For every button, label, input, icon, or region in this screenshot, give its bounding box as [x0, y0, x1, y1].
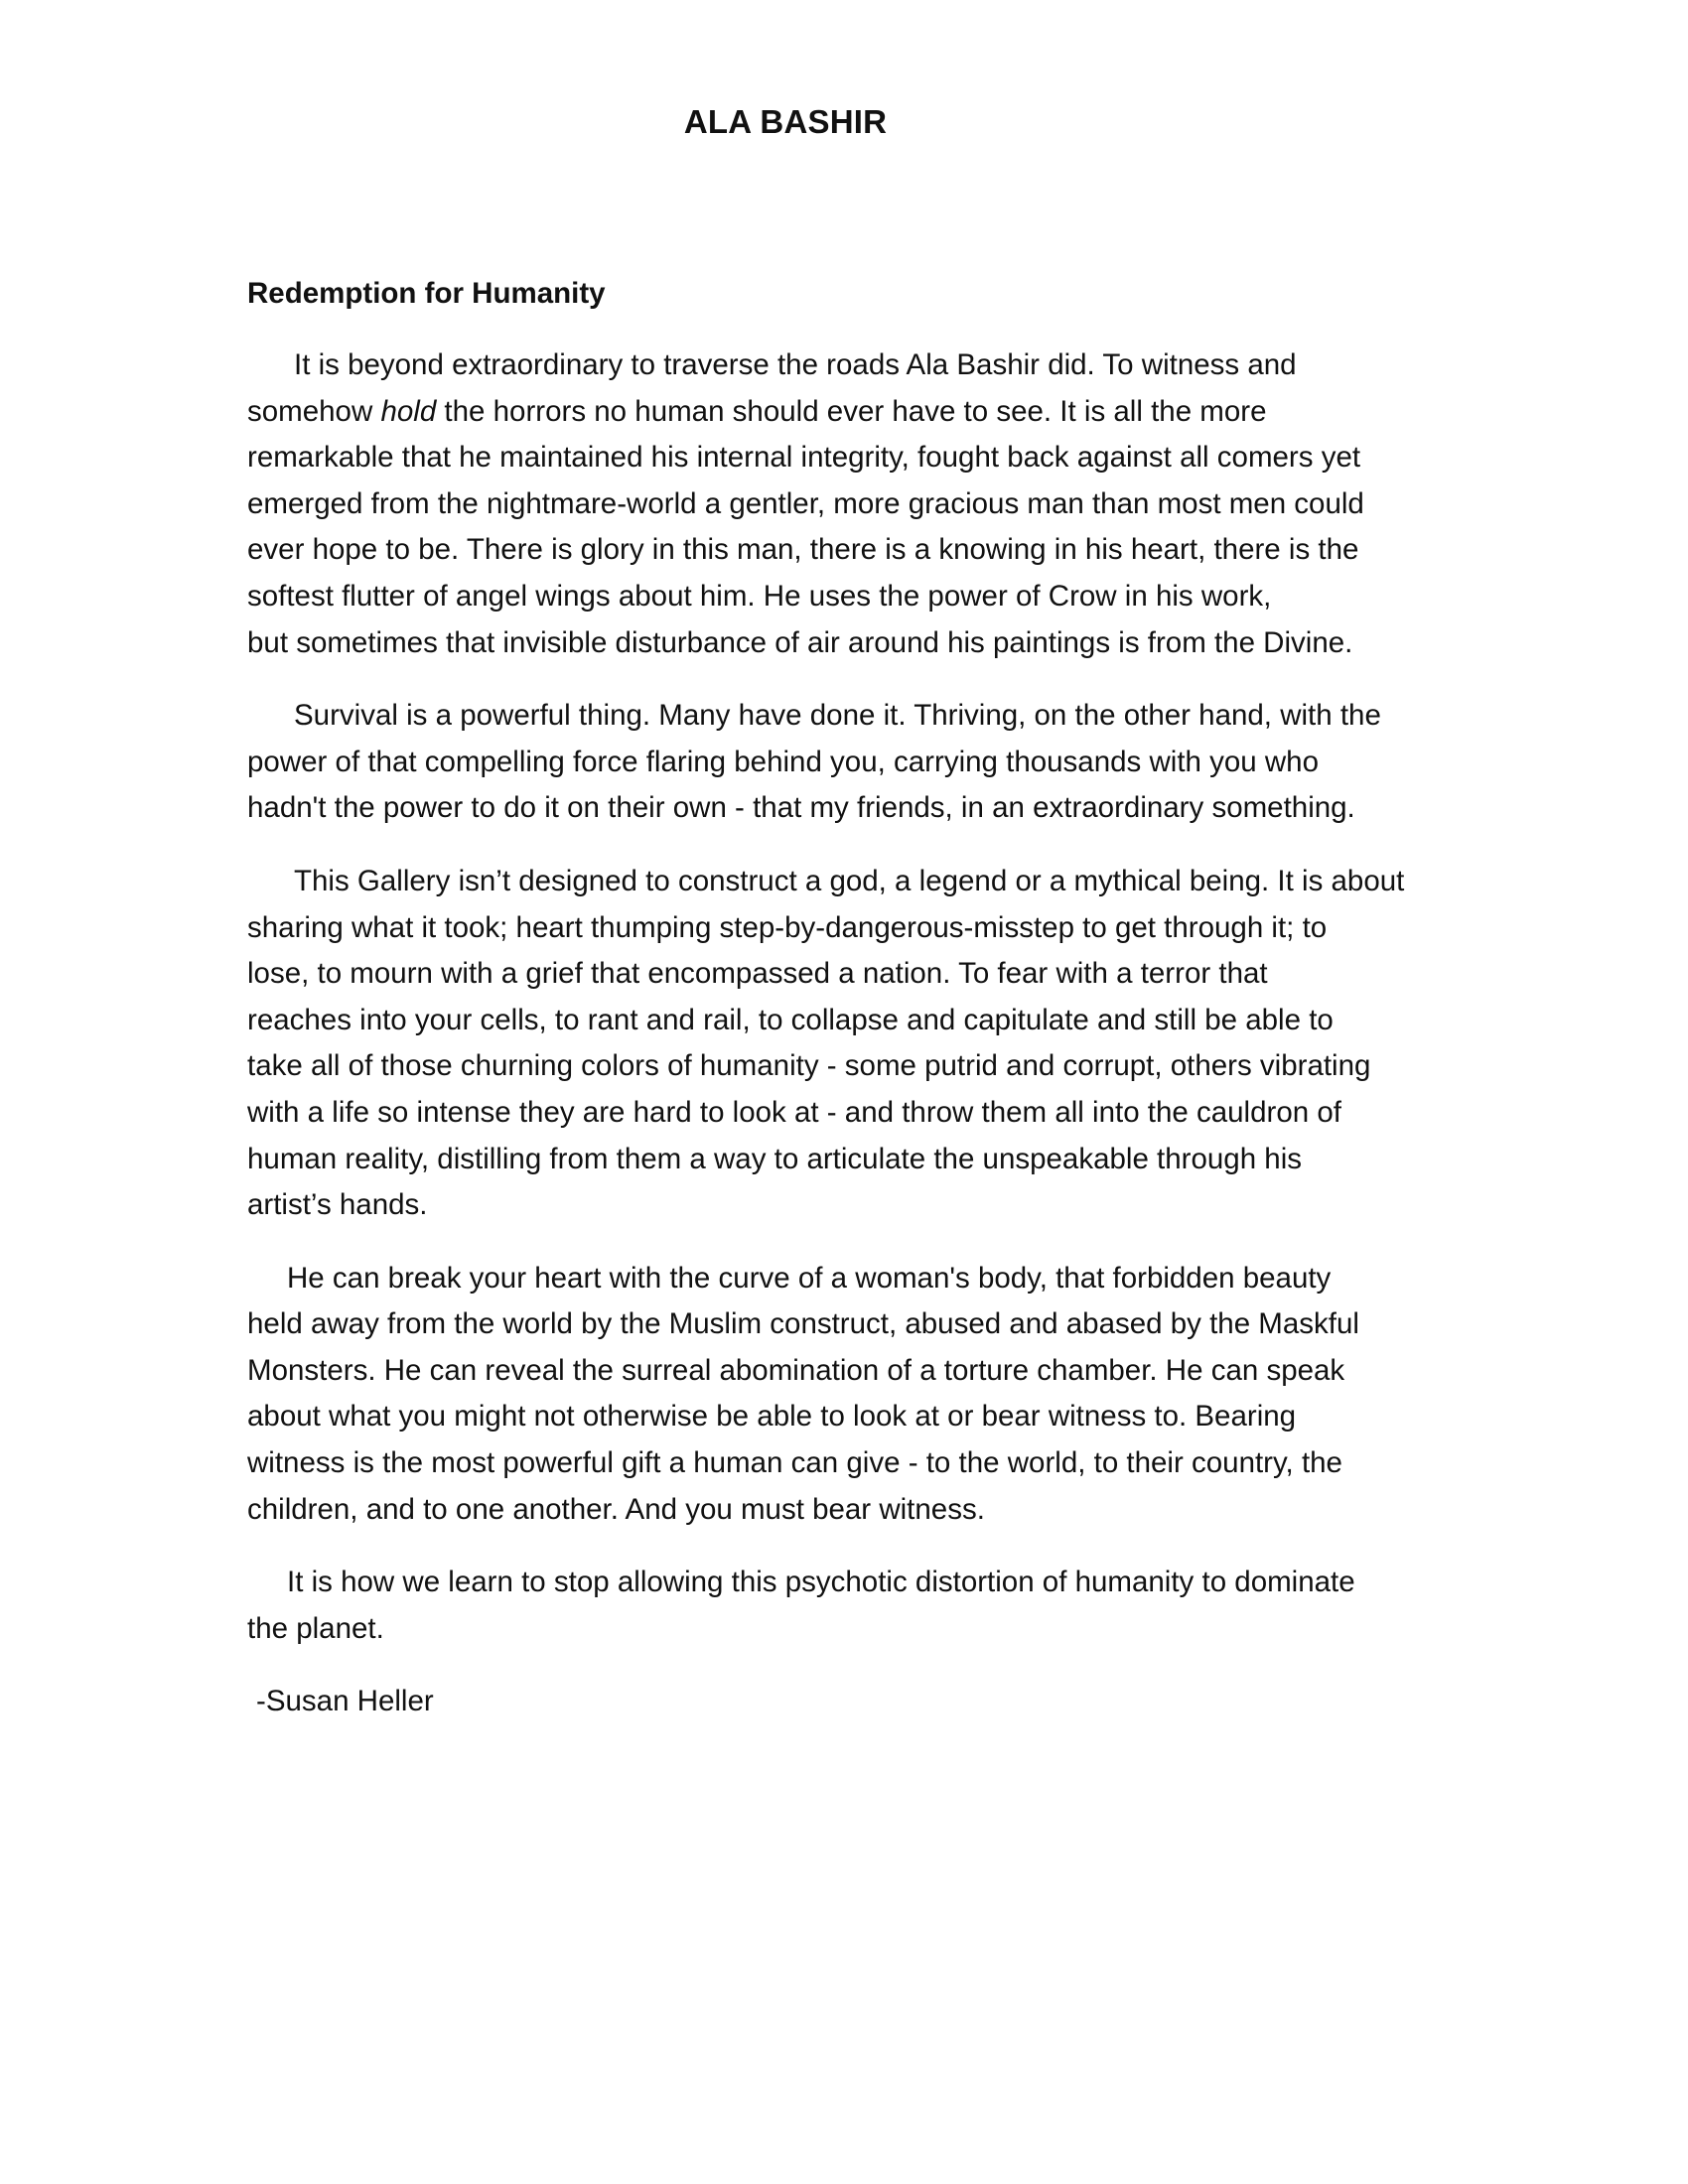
document-title: ALA BASHIR	[683, 103, 888, 140]
paragraph-3-line: reaches into your cells, to rant and rail, to collapse and capitulate and still be able to	[247, 1003, 1334, 1036]
paragraph-1-line: softest flutter of angel wings about him. He uses the power of Crow in his work,	[247, 579, 1272, 613]
author-signature: -Susan Heller	[256, 1685, 434, 1718]
paragraph-1-line: ever hope to be. There is glory in this man, there is a knowing in his heart, there is the	[247, 533, 1359, 567]
paragraph-4-line: about what you might not otherwise be able to look at or bear witness to. Bearing	[247, 1400, 1297, 1433]
paragraph-5-line: the planet.	[247, 1611, 384, 1645]
paragraph-1-text: the horrors no human should ever have to see. It is all the more	[436, 394, 1267, 428]
paragraph-3-line: human reality, distilling from them a way to articulate the unspeakable through his	[247, 1142, 1303, 1175]
document-body	[247, 271, 1451, 1725]
section-heading: Redemption for Humanity	[247, 277, 606, 310]
paragraph-3	[247, 859, 1451, 1229]
paragraph-2	[247, 693, 1451, 832]
paragraph-1-text: somehow	[247, 394, 381, 428]
paragraph-4-line: held away from the world by the Muslim construct, abused and abased by the Maskful	[247, 1307, 1359, 1341]
paragraph-2-line: power of that compelling force flaring behind you, carrying thousands with you who	[247, 745, 1319, 778]
paragraph-1-line: but sometimes that invisible disturbance of air around his paintings is from the Divine.	[247, 625, 1353, 659]
paragraph-5-line: It is how we learn to stop allowing this psychotic distortion of humanity to dominate	[287, 1566, 1355, 1599]
paragraph-1-line: remarkable that he maintained his internal integrity, fought back against all comers yet	[247, 441, 1361, 475]
paragraph-1-line: It is beyond extraordinary to traverse the roads Ala Bashir did. To witness and	[294, 348, 1297, 381]
paragraph-4-line: children, and to one another. And you must bear witness.	[247, 1492, 985, 1526]
paragraph-3-line: lose, to mourn with a grief that encompassed a nation. To fear with a terror that	[247, 957, 1268, 991]
paragraph-3-line: sharing what it took; heart thumping step-by-dangerous-misstep to get through it; to	[247, 910, 1328, 944]
paragraph-5	[247, 1560, 1451, 1652]
paragraph-4-line: He can break your heart with the curve of a woman's body, that forbidden beauty	[287, 1261, 1332, 1295]
paragraph-1-line	[247, 389, 1451, 436]
paragraph-3-line: artist’s hands.	[247, 1188, 428, 1222]
paragraph-3-line: with a life so intense they are hard to look at - and throw them all into the cauldron of	[247, 1095, 1341, 1129]
paragraph-1	[247, 342, 1451, 666]
paragraph-3-line: take all of those churning colors of humanity - some putrid and corrupt, others vibrating	[247, 1049, 1371, 1083]
paragraph-4-line: witness is the most powerful gift a human can give - to the world, to their country, the	[247, 1446, 1342, 1480]
paragraph-4	[247, 1256, 1451, 1534]
italic-emphasis: hold	[380, 394, 437, 428]
paragraph-1-line: emerged from the nightmare-world a gentler, more gracious man than most men could	[247, 486, 1364, 520]
paragraph-3-line: This Gallery isn’t designed to construct a god, a legend or a mythical being. It is about	[294, 864, 1405, 897]
paragraph-2-line: hadn't the power to do it on their own - that my friends, in an extraordinary something.	[247, 791, 1355, 825]
paragraph-2-line: Survival is a powerful thing. Many have done it. Thriving, on the other hand, with the	[294, 699, 1381, 733]
paragraph-4-line: Monsters. He can reveal the surreal abomination of a torture chamber. He can speak	[247, 1353, 1345, 1387]
